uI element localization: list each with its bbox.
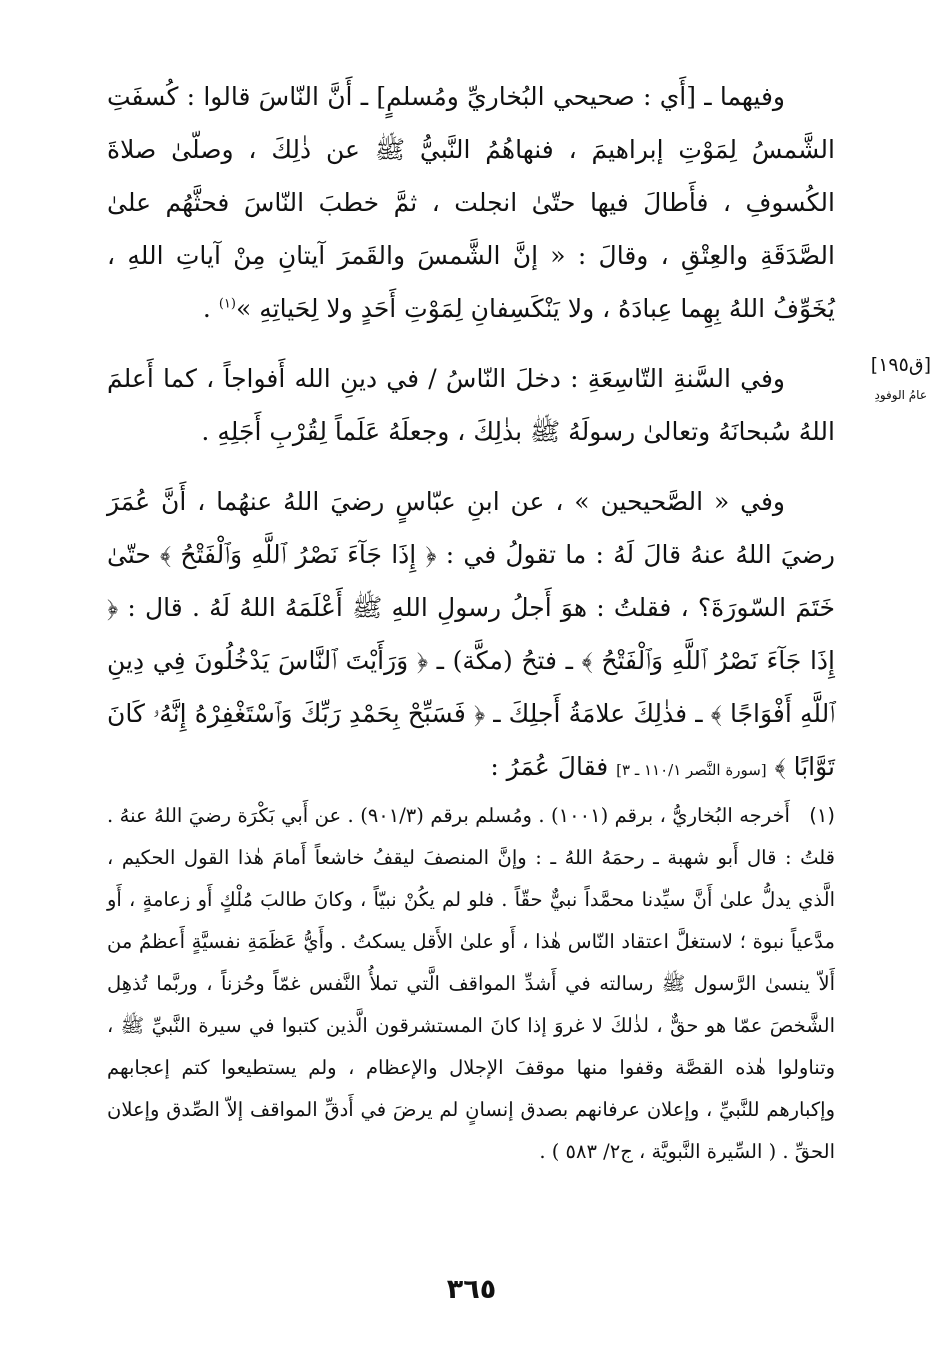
paragraph-end: فقالَ عُمَرُ :	[490, 752, 617, 781]
paragraph-end: .	[202, 294, 219, 323]
paragraph-eclipse-hadith	[107, 70, 835, 335]
footnote-number: (١)	[809, 804, 835, 827]
paragraph-text: وفي « الصَّحيحين » ، عن ابنِ عبّاسٍ رضيَ اللهُ عنهُما ، أَنَّ عُمَرَ رضيَ اللهُ عنهُ قالَ لَهُ : ما تقولُ في : ﴿ إِذَا جَآءَ نَصْرُ ٱللَّهِ وَٱلْفَتْحُ ﴾ حتّىٰ خَتَمَ السّورَةَ؟ ، فقلتُ : هوَ أَجلُ رسولِ اللهِ ﷺ أَعْلَمَهُ اللهُ لَهُ . قال : ﴿ إِذَا جَآءَ نَصْرُ ٱللَّهِ وَٱلْفَتْحُ ﴾ ـ فتحُ (مكَّة) ـ ﴿ وَرَأَيْتَ ٱلنَّاسَ يَدْخُلُونَ فِي دِينِ ٱللَّهِ أَفْوَاجًا ﴾ ـ فذٰلِكَ علامَةُ أَجلِكَ ـ ﴿ فَسَبِّحْ بِحَمْدِ رَبِّكَ وَٱسْتَغْفِرْهُ إِنَّهُۥ كَانَ تَوَّابًا ﴾	[107, 487, 835, 781]
margin-topic-note: عامُ الوفودِ	[874, 388, 927, 402]
footnote-text: أَخرجه البُخاريُّ ، برقم (١٠٠١) . ومُسلم برقم (٩٠١/٣) . عن أَبي بَكْرَة رضيَ اللهُ عنهُ . قلتُ : قال أَبو شهبة ـ رحمَهُ اللهُ ـ : وإنَّ المنصفَ ليقفُ خاشعاً أَمامَ هٰذا القول الحكيم ، الَّذي يدلُّ علىٰ أَنَّ سيِّدنا محمَّداً نبيٌّ حقّاً . فلو لم يكُنْ نبيّاً ، وكانَ طالبَ مُلْكٍ أَو زعامةٍ ، أَو مدَّعياً نبوة ؛ لاستغلَّ اعتقاد النّاس هٰذا ، أَو علىٰ الأَقل يسكتُ . وأَيُّ عَظَمَةِ نفسيَّةٍ أَعظمُ من أَلاّ ينسىٰ الرَّسول ﷺ رسالته في أَشدِّ المواقف الَّتي تملأُ النَّفس غمّاً وحُزناً ، وربَّما تُذهِل الشَّخصَ عمّا هو حقٌّ ، لذٰلكَ لا غروَ إذا كانَ المستشرقون الَّذين كتبوا في سيرة النَّبيِّ ﷺ ، وتناولوا هٰذه القصَّة وقفوا منها موقفَ الإجلال والإعظام ، ولم يستطيعوا كتم إعجابهم وإكبارهم للنَّبيِّ ، وإعلان عرفانهم بصدق إنسانٍ لم يرضَ في أَدقِّ المواقف إلاّ الصِّدق وإعلان الحقِّ . ( السِّيرة النَّبويَّة ، ج٢/ ٥٨٣ ) .	[107, 804, 835, 1163]
paragraph-ninth-year	[107, 352, 835, 458]
folio-marker: [ق١٩٥]	[870, 354, 931, 376]
page-number: ٣٦٥	[446, 1274, 497, 1305]
paragraph-text: وفيهما ـ [أَي : صحيحي البُخاريِّ ومُسلمٍ] ـ أَنَّ النّاسَ قالوا : كُسفَتِ الشَّمسُ لِمَوْتِ إبراهيمَ ، فنهاهُمُ النَّبيُّ ﷺ عن ذٰلِكَ ، وصلّىٰ صلاةَ الكُسوفِ ، فأَطالَ فيها حتّىٰ انجلت ، ثمَّ خطبَ النّاسَ فحثَّهُم علىٰ الصَّدَقَةِ والعِتْقِ ، وقالَ : « إنَّ الشَّمسَ والقَمرَ آيتانِ مِنْ آياتِ اللهِ ، يُخَوِّفُ اللهُ بِهِما عِبادَهُ ، ولا يَنْكَسِفانِ لِمَوْتِ أَحَدٍ ولا لِحَياتِهِ »	[107, 82, 835, 323]
paragraph-surah-nasr	[107, 475, 835, 797]
footnote	[107, 795, 835, 1173]
surah-citation: [سورة النَّصر ١١٠/١ ـ ٣]	[616, 761, 767, 779]
paragraph-text: وفي السَّنةِ التّاسِعَةِ : دخلَ النّاسُ / في دينِ الله أَفواجاً ، كما أَعلمَ اللهُ سُبحانَهُ وتعالىٰ رسولَهُ ﷺ بذٰلِكَ ، وجعلَهُ عَلَماً لِقُرْبِ أَجَلِهِ .	[107, 364, 835, 446]
footnote-reference: (١)	[218, 296, 236, 312]
